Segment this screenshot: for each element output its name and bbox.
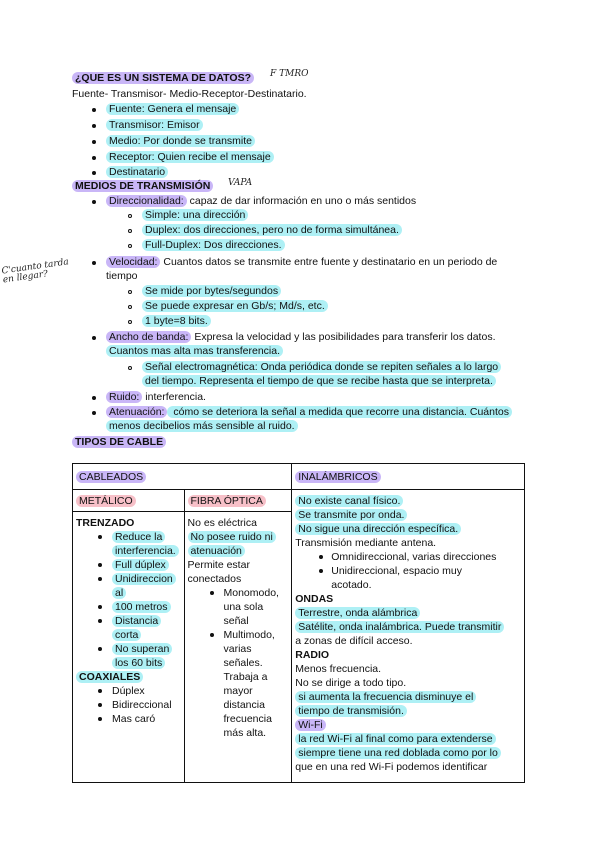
sub-item: Full-Duplex: Dos direcciones. <box>142 239 285 251</box>
cableados-header: CABLEADOS <box>76 471 146 483</box>
fibra-header: FIBRA ÓPTICA <box>188 495 266 507</box>
inalambricos-header: INALÁMBRICOS <box>295 471 380 483</box>
element-item: Destinatario <box>106 166 168 178</box>
metalico-header: METÁLICO <box>76 495 136 507</box>
sub-item: Duplex: dos direcciones, pero no de forma simultánea. <box>142 224 402 236</box>
sub-item: Se puede expresar en Gb/s; Md/s, etc. <box>142 300 328 312</box>
fibra-col: No es eléctrica No posee ruido ni atenuación Permite estar conectados Monomodo, una sola señal Multimodo, varias señales. Trabaja a mayor distancia frecuencia más alta. <box>187 517 279 739</box>
heading-tipos-cable: TIPOS DE CABLE <box>72 436 166 448</box>
element-item: Receptor: Quien recibe el mensaje <box>106 151 274 163</box>
heading-sistema-datos: ¿QUE ES UN SISTEMA DE DATOS? <box>72 72 254 84</box>
heading-medios-transmision: MEDIOS DE TRANSMISIÓN <box>72 180 213 192</box>
velocidad-cont: tiempo <box>106 270 138 282</box>
metalico-col: TRENZADO Reduce la interferencia. Full dúplex Unidireccion al 100 metros Distancia corta No superan los 60 bits COAXIALES Dúplex Bidireccional Mas caró <box>73 512 184 782</box>
sub-item: Simple: una dirección <box>142 209 248 221</box>
inalambricos-col: No existe canal físico. Se transmite por onda. No sigue una dirección específica. Transmisión mediante antena. Omnidireccional, varias direcciones Unidireccional, espacio muy acotado. ONDAS Terrestre, onda alámbrica Satélite, onda inalámbrica. Puede transmitir a zonas de difícil acceso. RADIO Menos frecuencia. No se dirige a todo tipo. si aumenta la frecuencia disminuye el tiempo de transmisión. Wi-Fi la red Wi-Fi al final como para extenderse siempre tiene una red doblada como por lo que en una red Wi-Fi podemos identificar <box>292 490 524 778</box>
handwritten-note-ftmro: F TMRO <box>270 69 309 79</box>
element-item: Transmisor: Emisor <box>106 119 203 131</box>
atenuacion-cont: menos decibelios más sensible al ruido. <box>106 420 298 432</box>
ancho-banda: Ancho de banda: Expresa la velocidad y las posibilidades para transferir los datos. <box>106 331 495 343</box>
element-item: Medio: Por donde se transmite <box>106 135 255 147</box>
direccionalidad: Direccionalidad: capaz de dar información en uno o más sentidos <box>106 195 416 207</box>
sub-item: Señal electromagnética: Onda periódica donde se repiten señales a lo largo <box>142 361 501 373</box>
flow-line: Fuente- Transmisor- Medio-Receptor-Destinatario. <box>72 88 307 100</box>
sub-item: Se mide por bytes/segundos <box>142 285 281 297</box>
sub-item-cont: del tiempo. Representa el tiempo de que se recibe hasta que se interpreta. <box>142 375 496 387</box>
ancho-banda-cont: Cuantos mas alta mas transferencia. <box>106 345 283 357</box>
element-item: Fuente: Genera el mensaje <box>106 103 239 115</box>
velocidad: Velocidad: Cuantos datos se transmite entre fuente y destinatario en un periodo de <box>106 256 497 268</box>
handwritten-note-vapa: VAPA <box>228 178 253 188</box>
handwritten-note-left: C'cuanto tarda en llegar? <box>0 257 70 286</box>
atenuacion: Atenuación: cómo se deteriora la señal a medida que recorre una distancia. Cuántos <box>106 406 512 418</box>
cable-types-table <box>72 463 525 783</box>
ruido: Ruido: interferencia. <box>106 391 206 403</box>
sub-item: 1 byte=8 bits. <box>142 315 211 327</box>
